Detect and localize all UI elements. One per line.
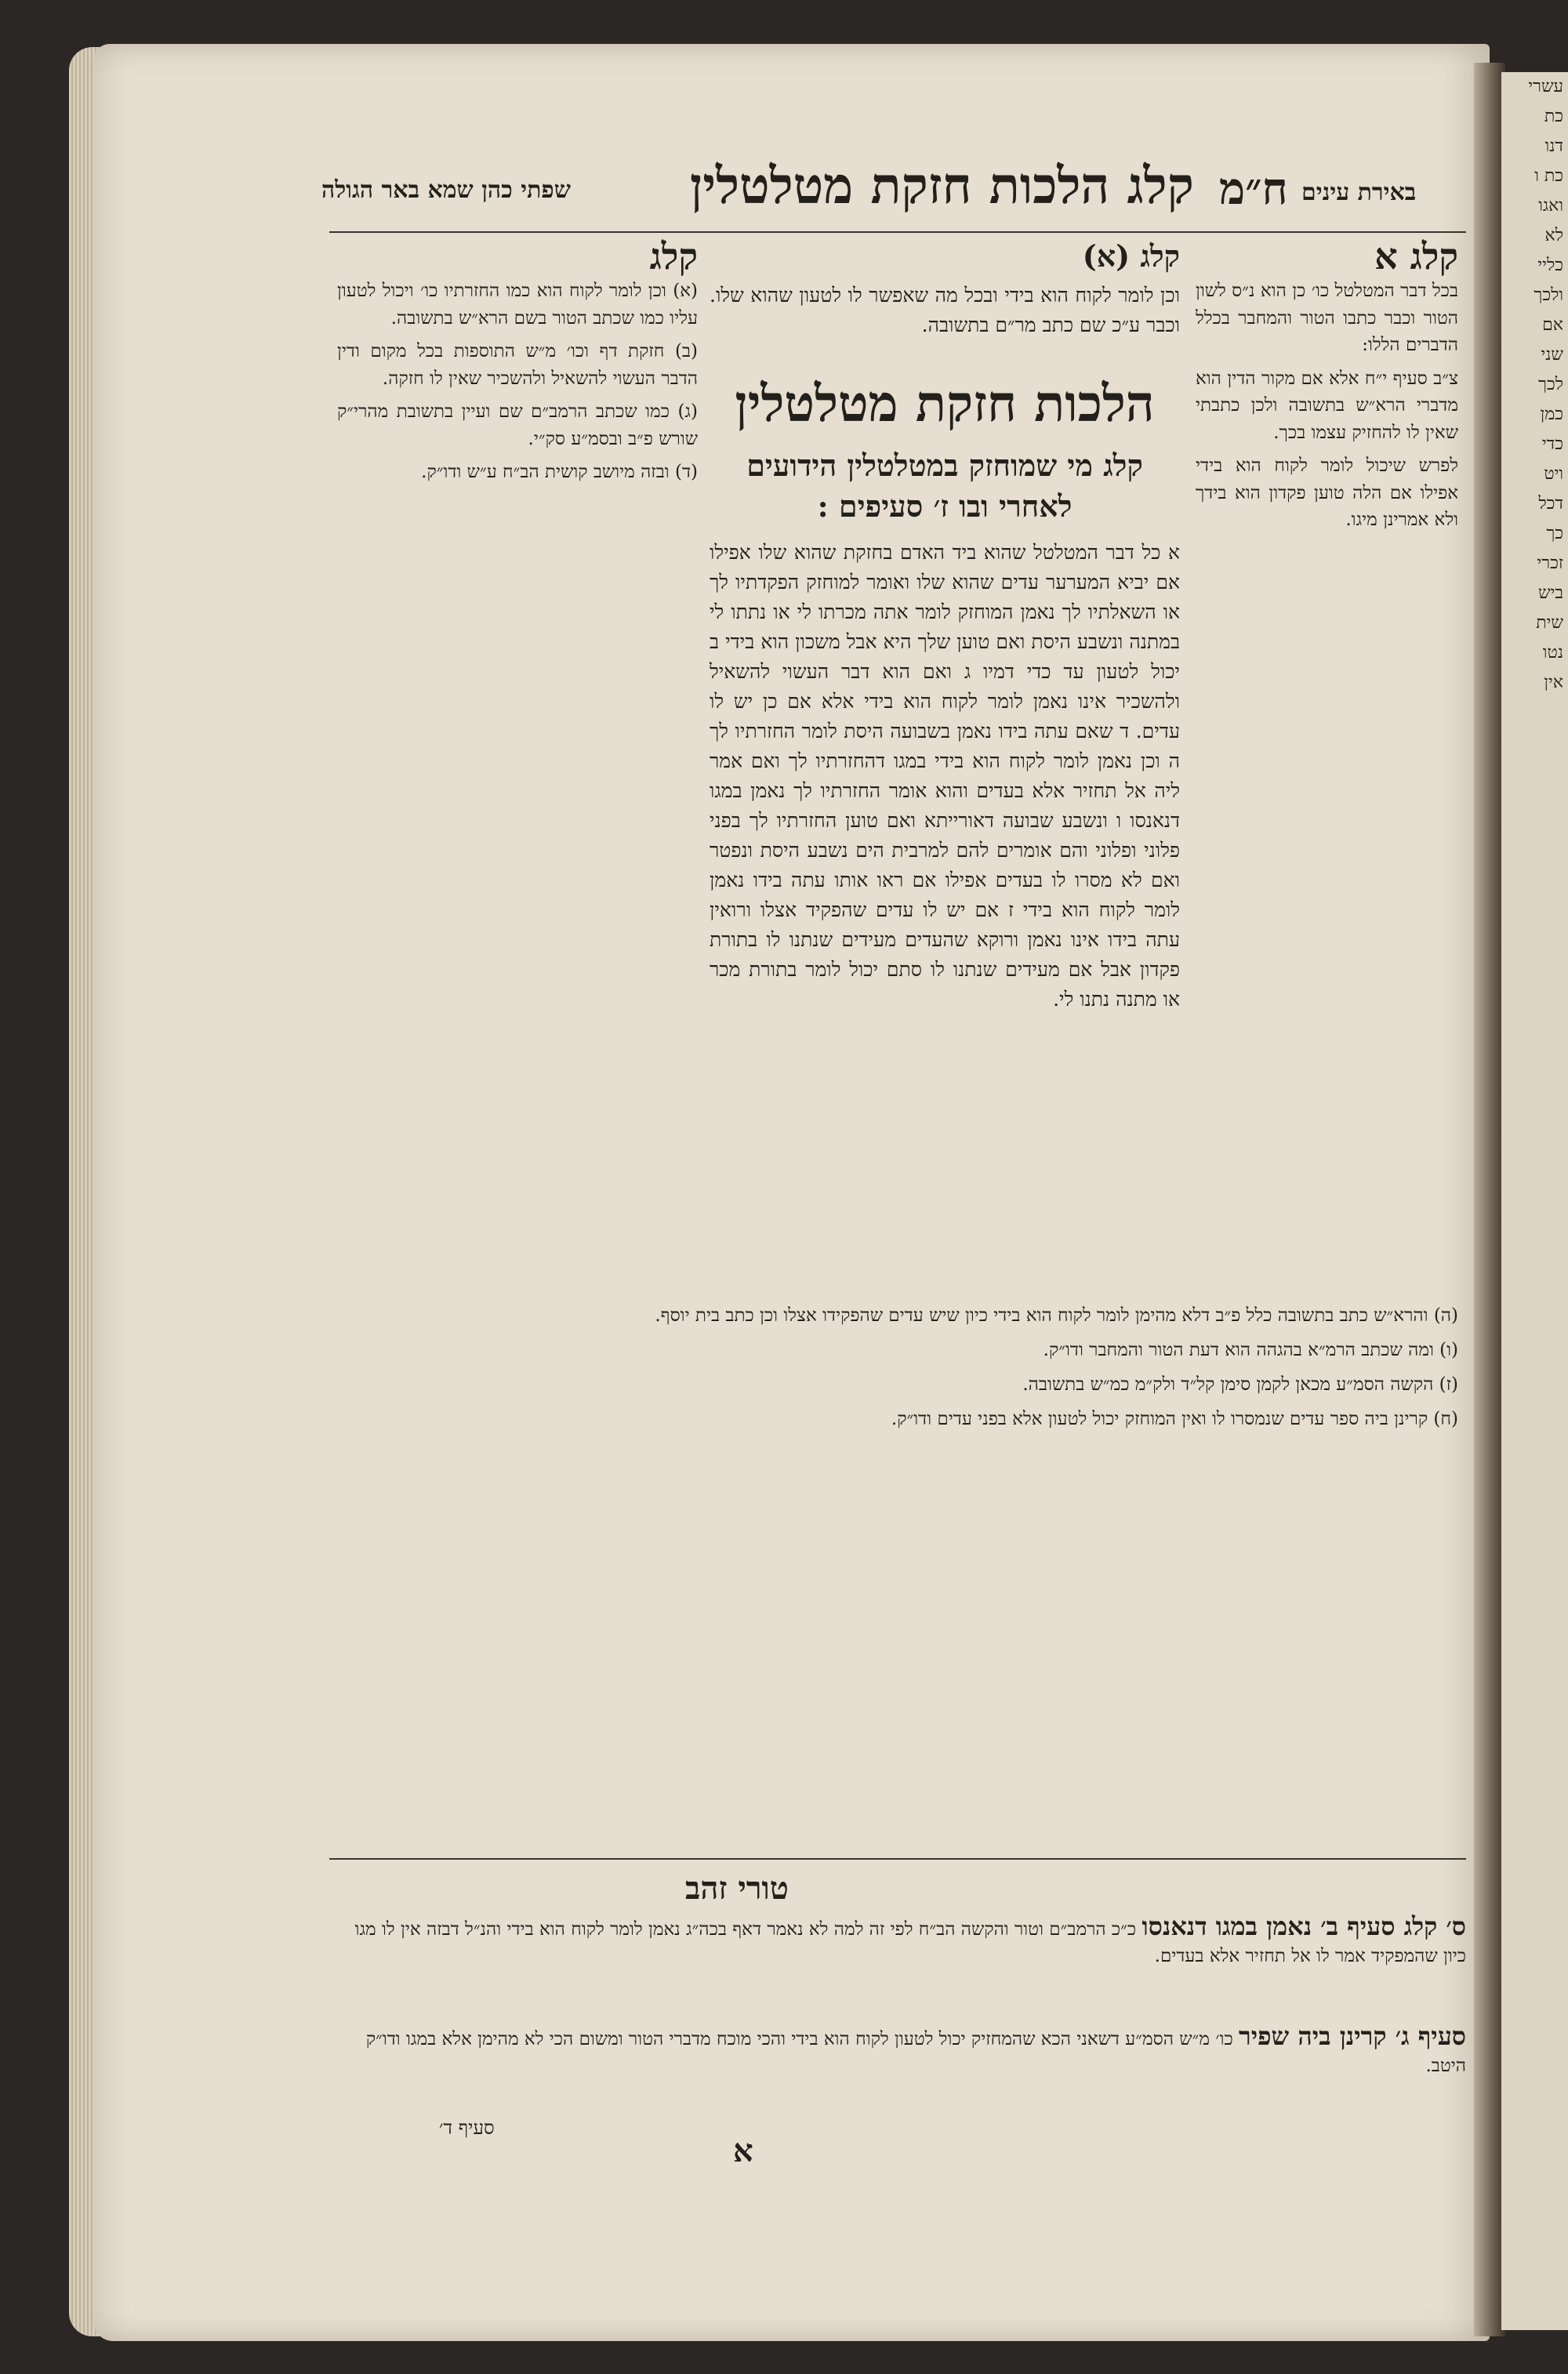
facing-page-line: עשרי bbox=[1528, 77, 1563, 96]
facing-page-line: כת ו bbox=[1534, 166, 1563, 186]
facing-page-line: אין bbox=[1544, 673, 1563, 692]
left-paragraph: (ג) כמו שכתב הרמב״ם שם ועיין בתשובת מהרי״ק שורש פ״ב ובסמ״ע סק״י. bbox=[337, 401, 698, 449]
right-paragraph: לפרש שיכול לומר לקוח הוא בידי אפילו אם הלה טוען פקדון הוא בידך ולא אמרינן מיגו. bbox=[1196, 456, 1458, 530]
facing-page-line: נטו bbox=[1542, 643, 1563, 662]
lower-paragraph: (ז) הקשה הסמ״ע מכאן לקמן סימן קל״ד ולק״מ כמ״ש בתשובה. bbox=[1022, 1374, 1458, 1395]
section-subtitle: קלג מי שמוחזק במטלטלין הידועים bbox=[746, 448, 1143, 483]
center-top-paragraph: וכן לומר לקוח הוא בידי ובכל מה שאפשר לו לטעון שהוא שלו. וכבר ע״כ שם כתב מר״ם בתשובה. bbox=[710, 284, 1180, 336]
facing-page-line: לא bbox=[1544, 226, 1563, 245]
facing-page-line: כמן bbox=[1540, 405, 1563, 424]
head-rule bbox=[329, 231, 1466, 233]
taz-rule bbox=[329, 1858, 1466, 1860]
left-paragraph: (א) וכן לומר לקוח הוא כמו החזרתיו כו׳ ויכול לטעון עליו כמו שכתב הטור בשם הרא״ש בתשובה. bbox=[337, 281, 698, 329]
running-head bbox=[321, 157, 1458, 235]
taz-text: כו׳ מ״ש הסמ״ע דשאני הכא שהמחזיק יכול לטעון לקוח הוא בידי והכי מוכח מדברי הטור ומשום הכי לא מהימן אלא במגו ודו״ק היטב. bbox=[365, 2029, 1466, 2076]
printer-signature: א bbox=[733, 2133, 753, 2169]
facing-page-line: כך bbox=[1546, 524, 1563, 543]
center-siman-label: קלג (א) bbox=[1082, 238, 1180, 274]
section-subtitle-count: לאחרי ובו ז׳ סעיפים : bbox=[817, 488, 1073, 524]
left-siman-label: קלג bbox=[649, 235, 698, 278]
running-head-title: קלג הלכות חזקת מטלטלין bbox=[690, 157, 1194, 216]
facing-page-line: כת bbox=[1544, 107, 1563, 126]
facing-page-line: לכך bbox=[1538, 375, 1563, 394]
taz-label: סעיף ג׳ קרינן ביה שפיר bbox=[1239, 2021, 1466, 2051]
main-text-block bbox=[710, 235, 1180, 1286]
facing-page-strip bbox=[1501, 72, 1568, 2330]
facing-page-line: דכל bbox=[1538, 494, 1563, 514]
facing-page-line: דנו bbox=[1544, 136, 1563, 156]
lower-paragraph: (ו) ומה שכתב הרמ״א בהגהה הוא דעת הטור והמחבר ודו״ק. bbox=[1043, 1340, 1458, 1360]
main-body-text: א כל דבר המטלטל שהוא ביד האדם בחזקת שהוא שלו אפילו אם יביא המערער עדים שהוא שלו ואומר למוחזק הפקדתיו לך או השאלתיו לך נאמן המוחזק לומר אתה מכרתו לי או נתתו לי במתנה ונשבע היסת ואם טוען שלך היא אבל משכון הוא בידי ב יכול לטעון עד כדי דמיו ג ואם הוא דבר העשוי להשאיל ולהשכיר אינו נאמן לומר לקוח הוא בידי אלא אם כן יש לו עדים. ד שאם עתה בידו נאמן בשבועה היסת לומר החזרתיו לך ה וכן נאמן לומר לקוח הוא בידי במגו דהחזרתיו לך ואם אמר ליה אל תחזיר אלא בעדים והוא אומר החזרתיו לך נאמן במגו דנאנסו ו ונשבע שבועה דאורייתא ואם טוען החזרתיו לך בפני פלוני ופלוני והם אומרים להם למרבית הים נשבע היסת ונפטר ואם לא מסרו לו בעדים אפילו אם ראו אותו עתה בידו נאמן לומר לקוח הוא בידי ז אם יש לו עדים שהפקיד אצלו ורואין עתה בידו אינו נאמן ורוקא שהעדים מעידים שנתנו לו בתורת פקדון אבל אם מעידים שנתנו לו סתם יכול לומר בתורת מכר או מתנה נתנו לי. bbox=[710, 541, 1180, 1011]
right-siman-label: קלג א bbox=[1374, 235, 1458, 278]
right-paragraph: בכל דבר המטלטל כו׳ כן הוא נ״ס לשון הטור וכבר כתבו הטור והמחבר בכלל הדברים הללו: bbox=[1196, 281, 1458, 355]
catchword: סעיף ד׳ bbox=[439, 2117, 495, 2139]
book-gutter bbox=[1474, 63, 1505, 2336]
facing-page-line: אם bbox=[1542, 315, 1563, 335]
facing-page-line: שני bbox=[1541, 345, 1563, 365]
left-paragraph: (ב) חזקת דף וכו׳ מ״ש התוספות בכל מקום ודין הדבר העשוי להשאיל ולהשכיר שאין לו חזקה. bbox=[337, 341, 698, 389]
facing-page-line: זכרי bbox=[1537, 554, 1563, 573]
right-commentary-column bbox=[1196, 235, 1458, 1294]
lower-paragraph: (ה) והרא״ש כתב בתשובה כלל פ״ב דלא מהימן לומר לקוח הוא בידי כיון שיש עדים שהפקידו אצלו וכן כתב בית יוסף. bbox=[655, 1305, 1458, 1326]
left-paragraph: (ד) ובזה מיושב קושית הב״ח ע״ש ודו״ק. bbox=[421, 462, 698, 482]
section-title: הלכות חזקת מטלטלין bbox=[735, 375, 1155, 434]
facing-page-line: ויט bbox=[1544, 464, 1563, 484]
left-commentary-column bbox=[337, 235, 698, 1294]
taz-label: ס׳ קלג סעיף ב׳ נאמן במגו דנאנסו bbox=[1142, 1911, 1466, 1941]
taz-entry bbox=[329, 2023, 1466, 2079]
facing-page-line: כדי bbox=[1541, 434, 1563, 454]
lower-commentary bbox=[337, 1301, 1458, 1850]
facing-page-line: ולכך bbox=[1534, 285, 1563, 305]
facing-page-line: כליי bbox=[1537, 256, 1563, 275]
lower-paragraph: (ח) קרינן ביה ספר עדים שנמסרו לו ואין המוחזק יכול לטעון אלא בפני עדים ודו״ק. bbox=[891, 1409, 1458, 1429]
running-head-right: באירת עינים bbox=[1301, 179, 1417, 206]
facing-page-line: שית bbox=[1536, 613, 1563, 633]
right-paragraph: צ״ב סעיף י״ח אלא אם מקור הדין הוא מדברי הרא״ש בתשובה ולכן כתבתי שאין לו להחזיק עצמו בכך. bbox=[1196, 368, 1458, 443]
facing-page-line: ביש bbox=[1538, 583, 1563, 603]
taz-title: טורי זהב bbox=[685, 1870, 789, 1907]
taz-text: כ״כ הרמב״ם וטור והקשה הב״ח לפי זה למה לא נאמר דאף בכה״ג נאמן לומר לקוח הוא בידי והנ״ל דבזה אין לו מגו כיון שהמפקיד אמר לו אל תחזיר אלא בעדים. bbox=[354, 1919, 1466, 1966]
running-head-code: ח״מ bbox=[1219, 163, 1288, 215]
facing-page-line: ואגו bbox=[1538, 196, 1563, 216]
taz-entry bbox=[329, 1913, 1466, 1969]
running-head-left: שפתי כהן שמא באר הגולה bbox=[321, 176, 571, 204]
